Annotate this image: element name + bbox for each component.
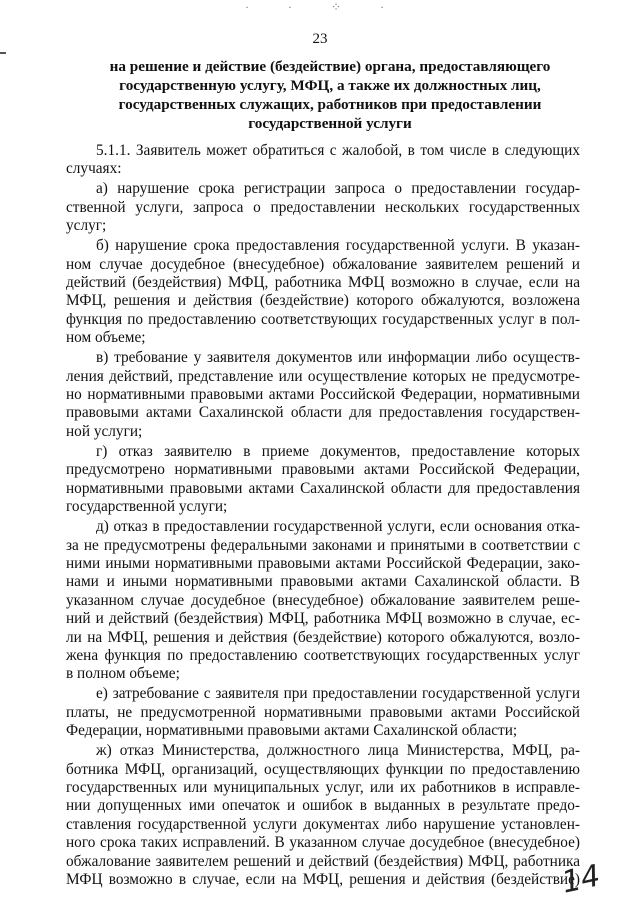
text-line: случаях: [66, 160, 122, 178]
text-line: в) требование у заявителя документов или информации либо осуществ- [96, 349, 580, 367]
heading-line: государственную услугу, МФЦ, а также их должностных лиц, [119, 77, 541, 94]
text-line: ж) отказ Министерства, должностного лица Министерства, МФЦ, ра- [96, 742, 580, 760]
text-line: ном случае досудебное (внесудебное) обжалование заявителем решений и [66, 255, 580, 273]
text-line: МФЦ, решения и действия (бездействие) которого обжалуются, возложена [66, 292, 580, 310]
text-line: 5.1.1. Заявитель может обратиться с жалобой, в том числе в следующих [96, 142, 580, 159]
text-line: за не предусмотрены федеральными законами и принятыми в соответствии с [66, 536, 580, 554]
text-line: услуг; [66, 217, 107, 235]
text-line: указанном случае досудебное (внесудебное) обжалование заявителем реше- [66, 591, 580, 609]
paragraph [66, 742, 580, 889]
text-line: функция по предоставлению соответствующих государственных услуг в пол- [66, 310, 580, 328]
scan-artifacts: · · ⁘ · [245, 0, 403, 14]
text-line: государственной услуги; [66, 498, 228, 516]
text-line: г) отказ заявителю в приеме документов, предоставление которых [96, 442, 580, 460]
text-line: МФЦ возможно в случае, если на МФЦ, решения и действия (бездействие) [66, 871, 580, 888]
text-line: Федерации, нормативными правовыми актами Сахалинской области; [66, 722, 518, 740]
text-line: правовыми актами Сахалинской области для предоставления государствен- [66, 404, 580, 422]
paragraph [66, 443, 580, 517]
paragraph [66, 349, 580, 441]
text-line: ними иными нормативными правовыми актами Российской Федерации, зако- [66, 554, 580, 572]
text-line: но нормативными правовыми актами Российской Федерации, нормативными [66, 386, 580, 404]
text-line: ления действий, представление или осуществление которых не предусмотре- [66, 367, 580, 385]
page-number: 23 [312, 31, 328, 47]
text-line: а) нарушение срока регистрации запроса о предоставлении государ- [96, 180, 580, 198]
text-line: действий (бездействия) МФЦ, работника МФЦ возможно в случае, если на [66, 274, 580, 292]
paragraph [66, 180, 580, 235]
document-body [66, 142, 580, 891]
text-line: нормативными правовыми актами Сахалинской области для предоставления [66, 479, 580, 497]
text-line: нии допущенных ими опечаток и ошибок в выданных в результате предо- [66, 797, 580, 815]
handwritten-page-number: 14 [558, 858, 604, 901]
paragraph [66, 685, 580, 740]
text-line: ставления государственной услуги документах либо нарушение установлен- [66, 815, 580, 833]
text-line: ном объеме; [66, 329, 146, 347]
text-line: обжалование заявителем решений и действий (бездействия) МФЦ, работника [66, 852, 580, 870]
paragraph [66, 142, 580, 179]
text-line: ного срока таких исправлений. В указанном случае досудебное (внесудебное) [66, 834, 580, 852]
text-line: ботника МФЦ, организаций, осуществляющих функции по предоставлению [66, 760, 580, 778]
text-line: ной услуги; [66, 422, 143, 440]
text-line: государственных или муниципальных услуг, или их работников в исправле- [66, 778, 580, 796]
text-line: д) отказ в предоставлении государственной услуги, если основания отка- [96, 518, 580, 536]
paragraph [66, 237, 580, 347]
text-line: нами и иными нормативными правовыми актами Сахалинской области. В [66, 573, 580, 591]
section-heading [90, 57, 570, 133]
text-line: в полном объеме; [66, 665, 180, 683]
text-line: б) нарушение срока предоставления государственной услуги. В указан- [96, 237, 580, 255]
text-line: ли на МФЦ, решения и действия (бездействие) которого обжалуются, возло- [66, 628, 580, 646]
text-line: жена функция по предоставлению соответствующих государственных услуг [66, 646, 580, 664]
heading-line: на решение и действие (бездействие) органа, предоставляющего [109, 58, 551, 75]
margin-tick-mark [0, 52, 6, 54]
text-line: е) затребование с заявителя при предоставлении государственной услуги [96, 685, 580, 703]
heading-line: государственной услуги [248, 115, 412, 132]
text-line: ственной услуги, запроса о предоставлении нескольких государственных [66, 198, 580, 216]
text-line: предусмотрено нормативными правовыми актами Российской Федерации, [66, 461, 580, 479]
heading-line: государственных служащих, работников при предоставлении [118, 96, 542, 113]
paragraph [66, 518, 580, 684]
text-line: ний и действий (бездействия) МФЦ, работника МФЦ возможно в случае, ес- [66, 610, 580, 628]
text-line: платы, не предусмотренной нормативными правовыми актами Российской [66, 703, 580, 721]
